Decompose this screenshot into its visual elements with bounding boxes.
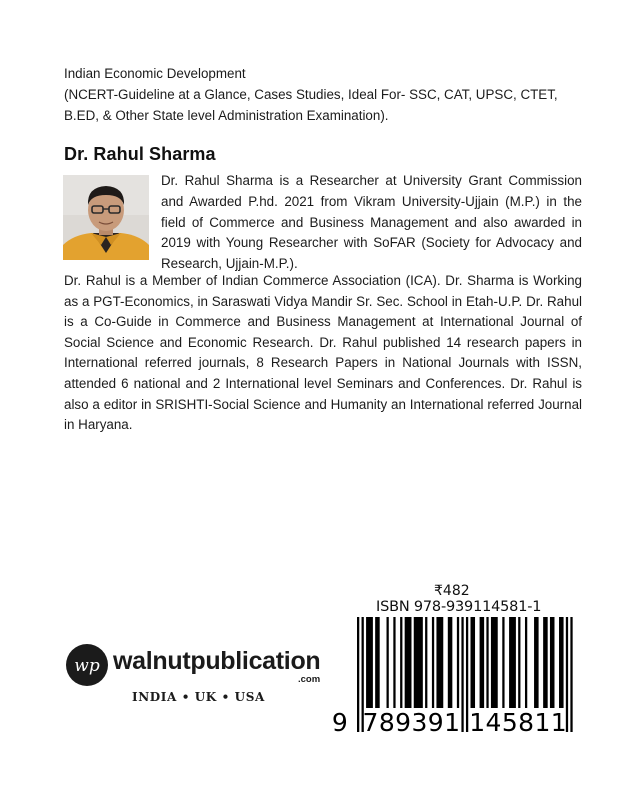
isbn-barcode [330, 614, 590, 739]
publisher-locations: INDIA • UK • USA [132, 690, 265, 704]
barcode-digits-left: 789391 [362, 708, 461, 737]
barcode-bar [543, 617, 548, 708]
barcode-bar [375, 617, 380, 708]
barcode-digit-first: 9 [331, 708, 349, 737]
author-bio-main: Dr. Rahul is a Member of Indian Commerce Association (ICA). Dr. Sharma is Working as a PGT-Economics, in Saraswati Vidya Mandir Sr. Sec. School in Etah-U.P. Dr. Rahul is a Co-Guide in Commerce and Business Management at International Journal of Social Science and Economic Research. Dr. Rahul published 14 research papers in International referred journals, 8 Research Papers in National Journals with ISSN, attended 6 national and 2 International level Seminars and Conferences. Dr. Rahul is also a editor in SRISHTI-Social Science and Humanity an International referred Journal in Haryana. [64, 273, 582, 433]
barcode-bar [525, 617, 527, 708]
isbn-label: ISBN 978-939114581-1 [376, 599, 542, 615]
barcode-bar [559, 617, 564, 708]
barcode-digits-right: 145811 [469, 708, 568, 737]
author-portrait-icon [63, 175, 149, 260]
barcode-bar [425, 617, 427, 708]
barcode-bar [448, 617, 453, 708]
barcode-bar [471, 617, 476, 708]
publisher-logo [66, 644, 336, 688]
author-name: Dr. Rahul Sharma [64, 144, 216, 164]
author-photo [63, 175, 149, 260]
barcode-bar [480, 617, 485, 708]
barcode-bar [491, 617, 498, 708]
publisher-domain: .com [298, 674, 321, 685]
book-description [64, 63, 582, 126]
book-title: Indian Economic Development [64, 66, 246, 81]
barcode-bar [400, 617, 402, 708]
barcode-guard-bar [570, 617, 572, 732]
barcode-bar [387, 617, 389, 708]
author-bio-intro: Dr. Rahul Sharma is a Researcher at University Grant Commission and Awarded P.hd. 2021 from Vikram University-Ujjain (M.P.) in the field of Commerce and Business Management and also awarded in 2019 with Young Researcher with SoFAR (Society for Advocacy and Research, Ujjain-M.P.). [161, 173, 582, 272]
book-subtitle-line-1: (NCERT-Guideline at a Glance, Cases Studies, Ideal For- SSC, CAT, UPSC, CTET, [64, 87, 558, 102]
barcode-guard-bar [466, 617, 468, 732]
barcode-bar [486, 617, 488, 708]
price-label: ₹482 [434, 583, 470, 599]
publisher-name: walnutpublication [113, 647, 321, 675]
barcode-bar [432, 617, 434, 708]
book-subtitle-line-2: B.ED, & Other State level Administration Examination). [64, 108, 389, 123]
barcode-bar [550, 617, 555, 708]
publisher-monogram-icon [66, 644, 108, 686]
barcode-bar [366, 617, 373, 708]
barcode-bar [414, 617, 423, 708]
barcode-bar [534, 617, 539, 708]
barcode-bar [393, 617, 395, 708]
barcode-graphic [330, 614, 590, 739]
barcode-bar [502, 617, 504, 708]
barcode-guard-bar [461, 617, 463, 732]
barcode-bar [405, 617, 412, 708]
barcode-bar [509, 617, 516, 708]
publisher-monogram-text: wp [74, 656, 100, 676]
barcode-guard-bar [357, 617, 359, 732]
barcode-bar [518, 617, 520, 708]
barcode-bar [457, 617, 459, 708]
barcode-bar [436, 617, 443, 708]
